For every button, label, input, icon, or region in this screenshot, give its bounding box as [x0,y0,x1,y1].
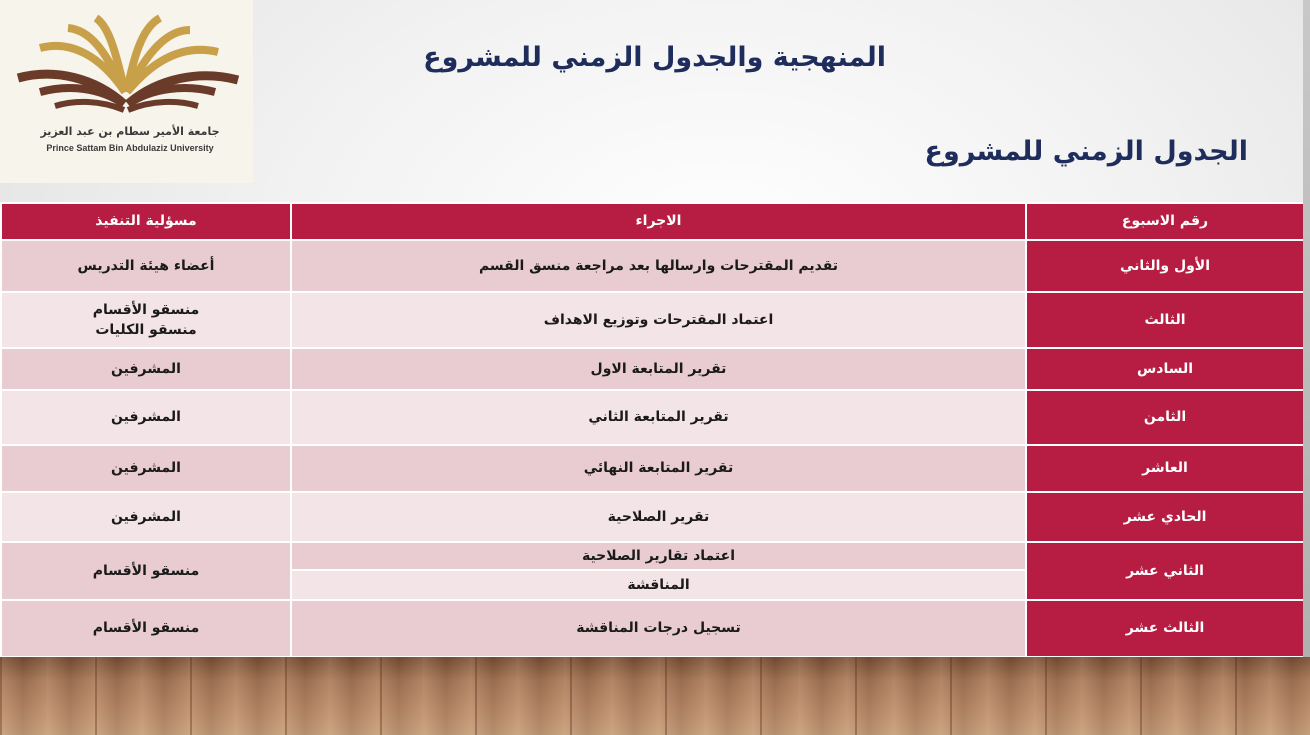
action-cell: تقرير المتابعة النهائي [291,445,1026,492]
responsibility-cell: المشرفين [1,445,291,492]
week-cell: السادس [1026,348,1304,390]
logo-arabic-name: جامعة الأمير سطام بن عبد العزيز [40,125,220,138]
week-cell: العاشر [1026,445,1304,492]
table-row [1,542,1304,570]
week-cell: الثامن [1026,390,1304,445]
responsibility-cell: المشرفين [1,390,291,445]
header-week: رقم الاسبوع [1026,203,1304,240]
action-cell: تقرير الصلاحية [291,492,1026,542]
week-cell: الثالث [1026,292,1304,348]
responsibility-cell: منسقو الأقسام [1,600,291,657]
table-row [1,492,1304,542]
action-cell: اعتماد المقترحات وتوزيع الاهداف [291,292,1026,348]
page-title: المنهجية والجدول الزمني للمشروع [423,42,886,73]
header-responsibility: مسؤلية التنفيذ [1,203,291,240]
responsibility-cell: المشرفين [1,492,291,542]
section-title: الجدول الزمني للمشروع [924,136,1248,167]
week-cell: الثاني عشر [1026,542,1304,600]
header-action: الاجراء [291,203,1026,240]
action-cell: تسجيل درجات المناقشة [291,600,1026,657]
responsibility-line: منسقو الأقسام [92,301,200,318]
week-cell: الحادي عشر [1026,492,1304,542]
action-cell: المناقشة [291,570,1026,600]
university-logo [0,0,253,183]
action-cell: تقرير المتابعة الاول [291,348,1026,390]
table-row [1,240,1304,292]
slide-edge [1303,0,1310,657]
table-row [1,445,1304,492]
responsibility-cell [1,292,291,348]
responsibility-cell: أعضاء هيئة التدريس [1,240,291,292]
action-cell: تقرير المتابعة الثاني [291,390,1026,445]
responsibility-cell: المشرفين [1,348,291,390]
action-cell: تقديم المقترحات وارسالها بعد مراجعة منسق القسم [291,240,1026,292]
table-row [1,292,1304,348]
logo-english-name: Prince Sattam Bin Abdulaziz University [46,143,214,153]
week-cell: الثالث عشر [1026,600,1304,657]
action-cell: اعتماد تقارير الصلاحية [291,542,1026,570]
wood-floor-decoration [0,657,1310,735]
responsibility-line: منسقو الكليات [95,322,197,338]
responsibility-cell: منسقو الأقسام [1,542,291,600]
week-cell: الأول والثاني [1026,240,1304,292]
table-row [1,348,1304,390]
table-row [1,600,1304,657]
schedule-table [0,202,1305,658]
table-row [1,390,1304,445]
table-header-row [1,203,1304,240]
book-emblem-icon [0,0,253,183]
